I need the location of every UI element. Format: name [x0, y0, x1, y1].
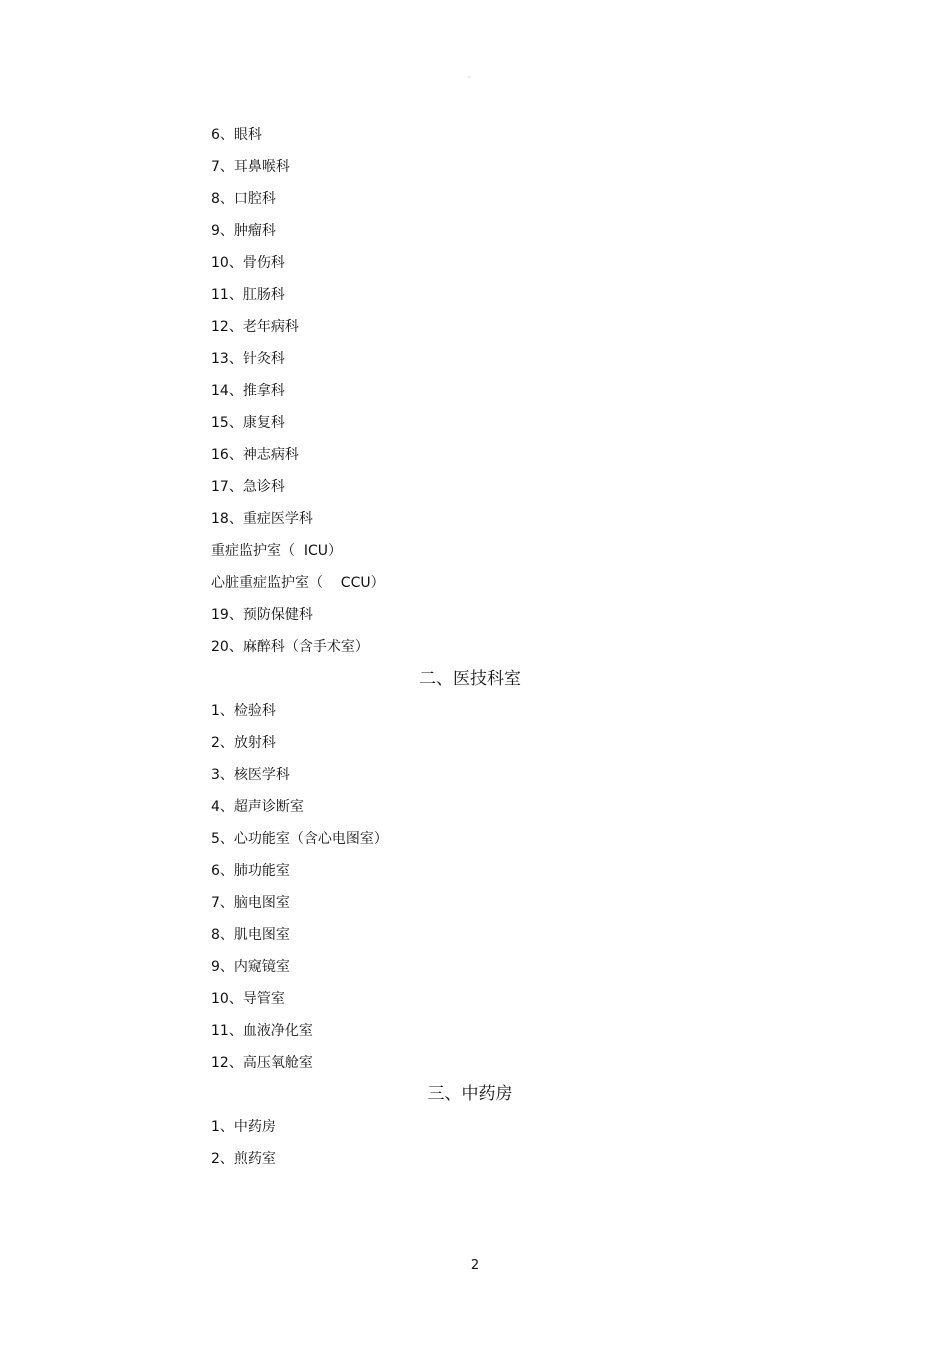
list-item: 心脏重症监护室（ CCU）	[211, 575, 385, 591]
list-item: 7、脑电图室	[211, 895, 290, 911]
list-item: 19、预防保健科	[211, 607, 313, 623]
list-item: 16、神志病科	[211, 447, 299, 463]
list-item: 15、康复科	[211, 415, 285, 431]
list-item: 8、口腔科	[211, 191, 276, 207]
list-item: 13、针灸科	[211, 351, 285, 367]
page-number: 2	[470, 1258, 480, 1273]
section-heading-pharmacy: 三、中药房	[427, 1084, 513, 1104]
list-item: 12、高压氧舱室	[211, 1055, 313, 1071]
list-item: 14、推拿科	[211, 383, 285, 399]
list-item: 1、检验科	[211, 703, 276, 719]
list-item: 11、肛肠科	[211, 287, 285, 303]
list-item: 10、导管室	[211, 991, 285, 1007]
list-item: 9、肿瘤科	[211, 223, 276, 239]
list-item: 3、核医学科	[211, 767, 290, 783]
list-item: 2、放射科	[211, 735, 276, 751]
list-item: 9、内窥镜室	[211, 959, 290, 975]
list-item: 10、骨伤科	[211, 255, 285, 271]
list-item: 12、老年病科	[211, 319, 299, 335]
list-item: 6、肺功能室	[211, 863, 290, 879]
list-item: 2、煎药室	[211, 1151, 276, 1167]
list-item: 1、中药房	[211, 1119, 276, 1135]
list-item: 6、眼科	[211, 127, 262, 143]
list-item: 17、急诊科	[211, 479, 285, 495]
header-mark: 。	[468, 71, 475, 79]
list-item: 18、重症医学科	[211, 511, 313, 527]
list-item: 7、耳鼻喉科	[211, 159, 290, 175]
list-item: 4、超声诊断室	[211, 799, 304, 815]
list-item: 20、麻醉科（含手术室）	[211, 639, 369, 655]
list-item: 8、肌电图室	[211, 927, 290, 943]
list-item: 5、心功能室（含心电图室）	[211, 831, 388, 847]
section-heading-medical-technology: 二、医技科室	[419, 669, 521, 689]
list-item: 11、血液净化室	[211, 1023, 313, 1039]
list-item: 重症监护室（ ICU）	[211, 543, 343, 559]
